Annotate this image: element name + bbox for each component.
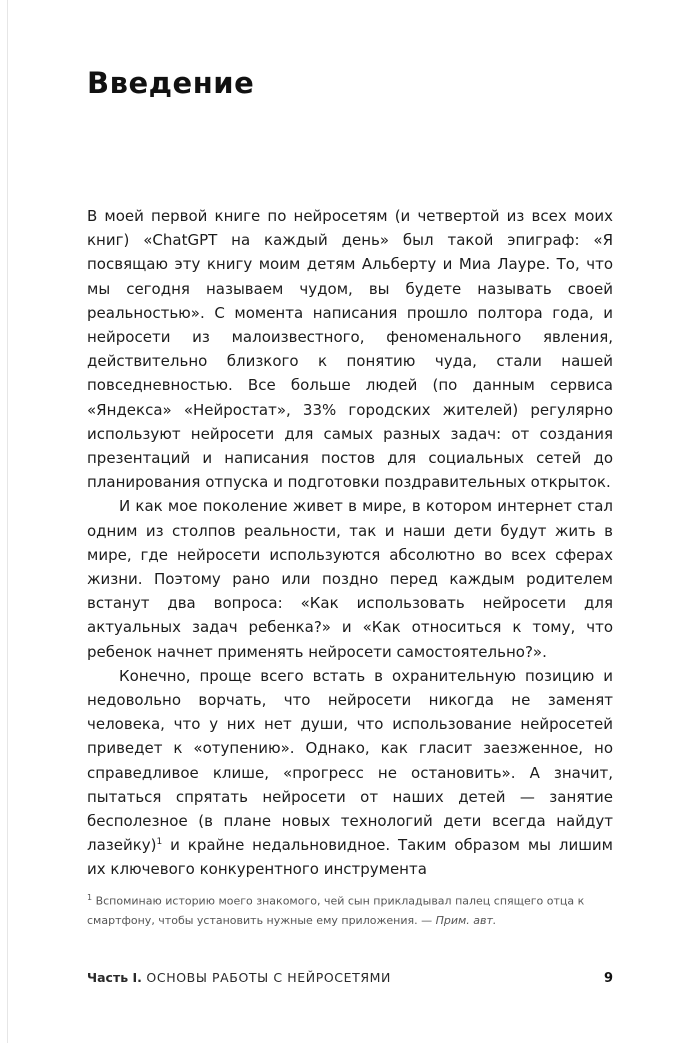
chapter-title: Введение [87,66,255,100]
page-number: 9 [603,971,613,986]
paragraph-3 [87,664,613,882]
footnote-author-note: Прим. авт. [435,913,497,927]
footnote [87,888,613,930]
paragraph-1: В моей первой книге по нейросетям (и четвертой из всех моих книг) «ChatGPT на каждый день» был такой эпиграф: «Я посвящаю эту книгу моим детям Альберту и Миа Лауре. То, что мы сегодня называем чудом, вы будете называть своей реальностью». С момента написания прошло полтора года, и нейросети из малоизвестного, феноменального явления, действительно близкого к понятию чуда, стали нашей повседневностью. Все больше людей (по данным сервиса «Яндекса» «Нейростат», 33% городских жителей) регулярно используют нейросети для самых разных задач: от создания презентаций и написания постов для социальных сетей до планирования отпуска и подготовки поздравительных открыток. [87,207,613,492]
footer-part-title [87,970,391,985]
footnote-reference[interactable]: 1 [156,837,163,848]
footer-part-label: Часть I. [87,970,142,985]
footer-part-name: ОСНОВЫ РАБОТЫ С НЕЙРОСЕТЯМИ [141,970,391,985]
running-footer [87,970,613,986]
footnote-marker: 1 [87,893,93,902]
paragraph-3-text: Конечно, проще всего встать в охранительную позицию и недовольно ворчать, что нейросети никогда не заменят человека, что у них нет души, что использование нейросетей приведет к «отупению». Однако, как гласит заезженное, но справедливое клише, «прогресс не остановить». А значит, пытаться спрятать нейросети от наших детей — занятие бесполезное (в плане новых технологий дети всегда найдут лазейку) [87,666,613,855]
body-text [87,204,613,882]
paragraph-2: И как мое поколение живет в мире, в котором интернет стал одним из столпов реальности, так и наши дети будут жить в мире, где нейросети используются абсолютно во всех сферах жизни. Поэтому рано или поздно перед каждым родителем встанут два вопроса: «Как использовать нейросети для актуальных задач ребенка?» и «Как относиться к тому, что ребенок начнет применять нейросети самостоятельно?». [87,497,613,661]
page-edge-line [7,0,8,1043]
footnote-text: Вспоминаю историю моего знакомого, чей сын прикладывал палец спящего отца к смартфону, чтобы установить нужные ему приложения. — [87,894,585,927]
paragraph-3-tail: и крайне недальновидное. Таким образом мы лишим их ключевого конкурентного инструмента [87,836,613,879]
